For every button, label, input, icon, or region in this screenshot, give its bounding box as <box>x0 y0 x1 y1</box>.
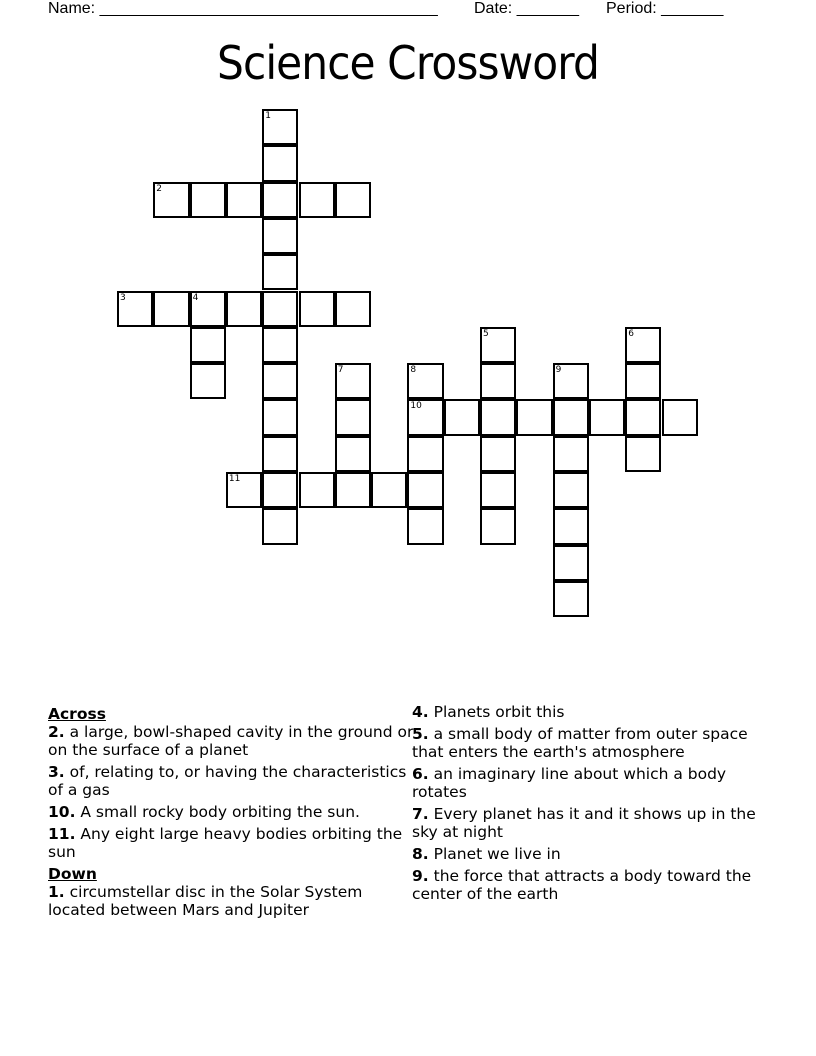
down-clue <box>412 703 772 721</box>
clue-number: 8. <box>412 845 429 863</box>
clue-number: 4 <box>192 292 199 303</box>
down-clue <box>412 805 772 841</box>
clue-text: circumstellar disc in the Solar System located between Mars and Jupiter <box>48 883 363 919</box>
grid-cell[interactable] <box>335 399 371 435</box>
clue-text: a small body of matter from outer space that enters the earth's atmosphere <box>412 725 748 761</box>
grid-cell[interactable] <box>553 472 589 508</box>
across-heading: Across <box>48 705 106 723</box>
grid-cell[interactable] <box>190 291 226 327</box>
grid-cell[interactable] <box>553 363 589 399</box>
clue-text: an imaginary line about which a body rotates <box>412 765 727 801</box>
grid-cell[interactable] <box>190 363 226 399</box>
grid-cell[interactable] <box>444 399 480 435</box>
grid-cell[interactable] <box>625 436 661 472</box>
grid-cell[interactable] <box>371 472 407 508</box>
down-clue <box>412 845 772 863</box>
clue-text: Planets orbit this <box>433 703 565 721</box>
grid-cell[interactable] <box>407 508 443 544</box>
grid-cell[interactable] <box>262 508 298 544</box>
grid-cell[interactable] <box>226 182 262 218</box>
clue-number: 7. <box>412 805 429 823</box>
grid-cell[interactable] <box>480 436 516 472</box>
grid-cell[interactable] <box>190 327 226 363</box>
grid-cell[interactable] <box>662 399 698 435</box>
clues-left-column <box>48 703 418 923</box>
grid-cell[interactable] <box>335 436 371 472</box>
across-clue <box>48 825 418 861</box>
grid-cell[interactable] <box>553 399 589 435</box>
grid-cell[interactable] <box>153 182 189 218</box>
grid-cell[interactable] <box>299 291 335 327</box>
date-field[interactable]: Date: _______ <box>474 0 579 17</box>
grid-cell[interactable] <box>262 327 298 363</box>
clue-number: 2 <box>156 183 163 194</box>
clue-text: A small rocky body orbiting the sun. <box>80 803 360 821</box>
clue-number: 9. <box>412 867 429 885</box>
grid-cell[interactable] <box>335 363 371 399</box>
grid-cell[interactable] <box>262 399 298 435</box>
grid-cell[interactable] <box>589 399 625 435</box>
period-field[interactable]: Period: _______ <box>606 0 724 17</box>
grid-cell[interactable] <box>625 363 661 399</box>
grid-cell[interactable] <box>480 508 516 544</box>
across-clue <box>48 763 418 799</box>
clue-number: 10. <box>48 803 76 821</box>
grid-cell[interactable] <box>480 472 516 508</box>
clue-number: 6 <box>628 328 634 339</box>
grid-cell[interactable] <box>262 145 298 181</box>
clue-number: 3. <box>48 763 65 781</box>
grid-cell[interactable] <box>262 109 298 145</box>
clue-number: 5. <box>412 725 429 743</box>
across-clue <box>48 803 418 821</box>
clue-text: Planet we live in <box>433 845 561 863</box>
grid-cell[interactable] <box>262 182 298 218</box>
grid-cell[interactable] <box>262 291 298 327</box>
clue-number: 5 <box>483 328 489 339</box>
clues-right-column <box>412 703 772 907</box>
clue-text: Every planet has it and it shows up in the sky at night <box>412 805 756 841</box>
grid-cell[interactable] <box>190 182 226 218</box>
grid-cell[interactable] <box>262 436 298 472</box>
grid-cell[interactable] <box>480 327 516 363</box>
grid-cell[interactable] <box>262 218 298 254</box>
name-field[interactable]: Name: ______________________________________ <box>48 0 438 17</box>
grid-cell[interactable] <box>117 291 153 327</box>
clue-number: 1 <box>265 111 271 121</box>
grid-cell[interactable] <box>516 399 552 435</box>
clue-number: 3 <box>120 292 126 303</box>
grid-cell[interactable] <box>480 399 516 435</box>
grid-cell[interactable] <box>407 472 443 508</box>
grid-cell[interactable] <box>262 363 298 399</box>
grid-cell[interactable] <box>553 508 589 544</box>
grid-cell[interactable] <box>335 472 371 508</box>
grid-cell[interactable] <box>407 436 443 472</box>
clue-text: a large, bowl-shaped cavity in the ground or on the surface of a planet <box>48 723 414 759</box>
clue-number: 2. <box>48 723 65 741</box>
page-title: Science Crossword <box>217 36 599 90</box>
clue-number: 4. <box>412 703 429 721</box>
clue-number: 9 <box>555 365 562 376</box>
grid-cell[interactable] <box>553 581 589 617</box>
grid-cell[interactable] <box>299 472 335 508</box>
grid-cell[interactable] <box>407 399 443 435</box>
grid-cell[interactable] <box>335 182 371 218</box>
grid-cell[interactable] <box>480 363 516 399</box>
down-clue <box>412 765 772 801</box>
clue-number: 10 <box>410 401 422 412</box>
grid-cell[interactable] <box>226 472 262 508</box>
clue-number: 11. <box>48 825 76 843</box>
grid-cell[interactable] <box>153 291 189 327</box>
clue-number: 11 <box>228 474 241 484</box>
grid-cell[interactable] <box>299 182 335 218</box>
grid-cell[interactable] <box>553 436 589 472</box>
down-heading: Down <box>48 865 97 883</box>
clue-text: of, relating to, or having the characteristics of a gas <box>48 763 407 799</box>
grid-cell[interactable] <box>553 545 589 581</box>
grid-cell[interactable] <box>407 363 443 399</box>
clue-number: 8 <box>410 365 417 376</box>
grid-cell[interactable] <box>625 399 661 435</box>
clue-text: the force that attracts a body toward the center of the earth <box>412 867 752 903</box>
clue-number: 6. <box>412 765 429 783</box>
down-clue <box>412 725 772 761</box>
grid-cell[interactable] <box>262 254 298 290</box>
down-clue <box>48 883 418 919</box>
grid-cell[interactable] <box>262 472 298 508</box>
clue-number: 7 <box>337 365 344 376</box>
grid-cell[interactable] <box>335 291 371 327</box>
down-clue <box>412 867 772 903</box>
clue-text: Any eight large heavy bodies orbiting the sun <box>48 825 403 861</box>
across-clue <box>48 723 418 759</box>
clue-number: 1. <box>48 883 65 901</box>
grid-cell[interactable] <box>226 291 262 327</box>
grid-cell[interactable] <box>625 327 661 363</box>
